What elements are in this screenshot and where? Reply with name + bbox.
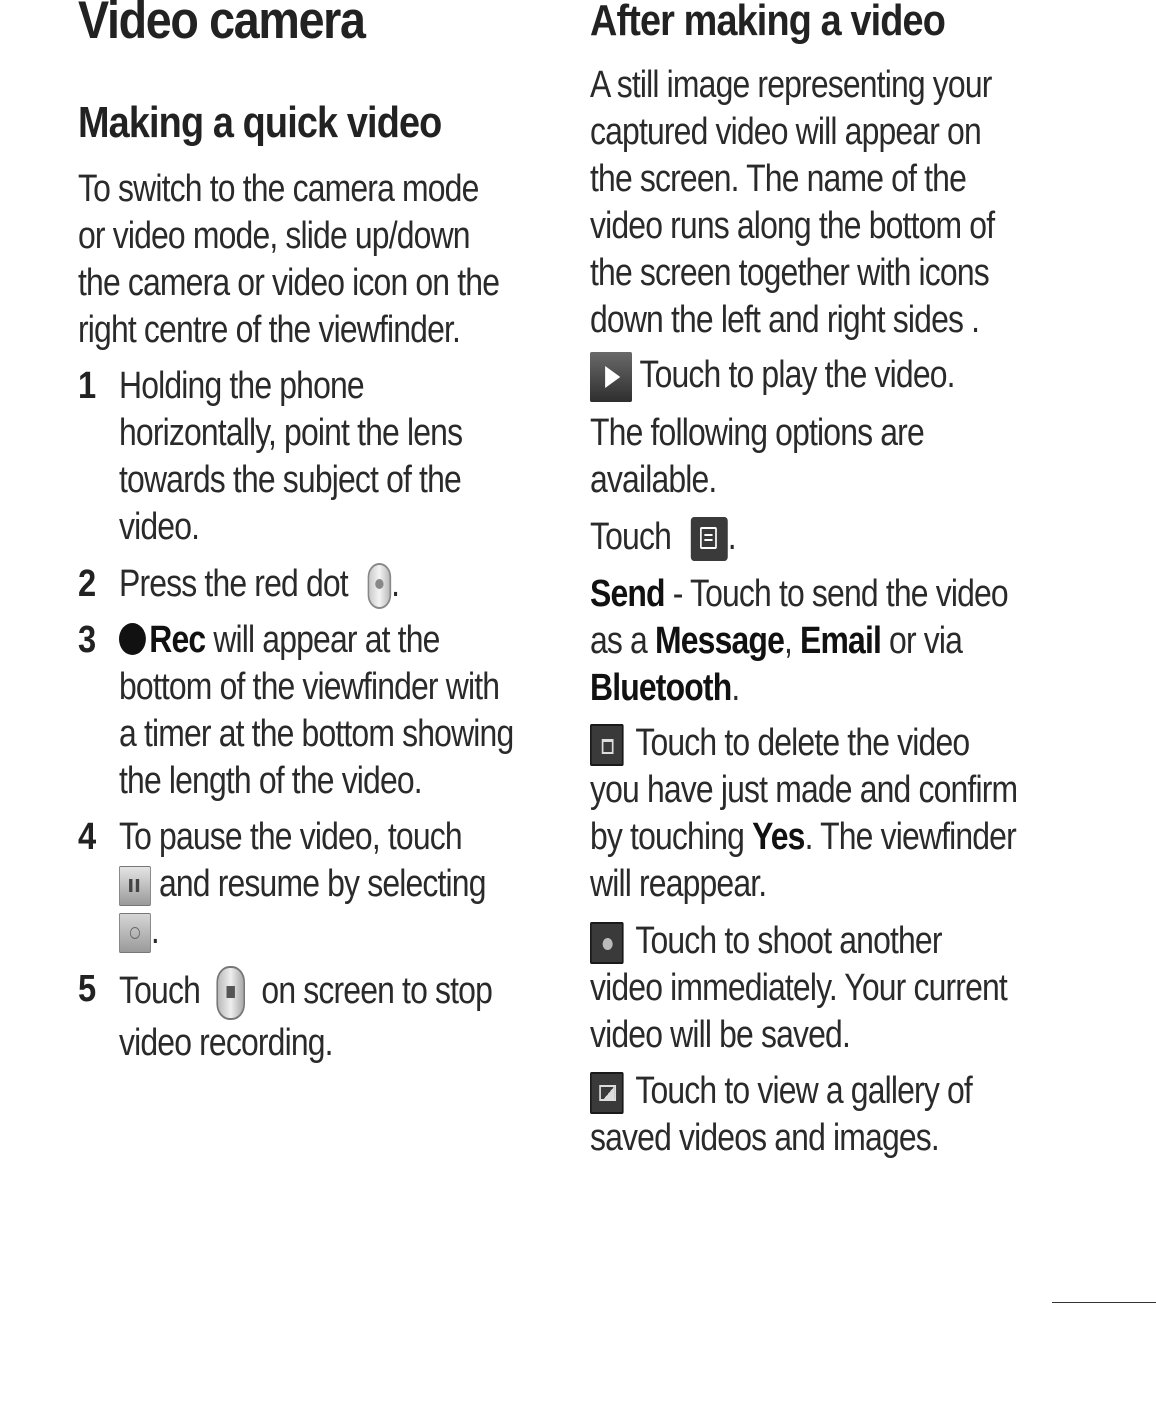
stop-icon: [216, 966, 245, 1020]
gallery-line: Touch to view a gallery of: [635, 1070, 972, 1112]
intro-line: To switch to the camera mode: [78, 168, 479, 210]
resume-icon: [119, 913, 151, 953]
step-2-end: .: [391, 563, 400, 605]
gallery-paragraph: [590, 1068, 1060, 1162]
rec-label: Rec: [149, 619, 206, 661]
send-paragraph: [590, 571, 1060, 712]
shoot-line: video immediately. Your current: [590, 967, 1007, 1009]
shoot-paragraph: [590, 918, 1060, 1059]
step-1-text: [119, 363, 556, 551]
intro-line: down the left and right sides .: [590, 299, 980, 341]
page-title: Video camera: [78, 0, 365, 50]
shoot-line: Touch to shoot another: [635, 920, 942, 962]
touch-end: .: [727, 516, 736, 558]
step-line: Holding the phone: [119, 365, 364, 407]
step-line: bottom of the viewfinder with: [119, 666, 500, 708]
yes-label: Yes: [752, 816, 805, 858]
step-line: horizontally, point the lens: [119, 412, 463, 454]
step-line: video recording.: [119, 1022, 333, 1064]
touch-label: Touch: [590, 516, 671, 558]
menu-icon: [691, 517, 728, 561]
intro-line: A still image representing your: [590, 64, 992, 106]
step-4-end: .: [150, 910, 159, 952]
delete-line: by touching: [590, 816, 745, 858]
step-line: will appear at the: [213, 619, 440, 661]
step-number: 1: [78, 365, 97, 407]
step-4-text: [119, 814, 556, 955]
step-line: To pause the video, touch: [119, 816, 462, 858]
step-line: on screen to stop: [261, 970, 492, 1013]
gallery-icon: [590, 1072, 624, 1114]
intro-line: right centre of the viewfinder.: [78, 309, 461, 351]
step-number: 3: [78, 619, 97, 661]
step-line: video.: [119, 506, 200, 548]
options-line: available.: [590, 459, 717, 501]
footer-rule: [1052, 1302, 1156, 1303]
play-text: Touch to play the video.: [639, 354, 955, 397]
step-3-text: [119, 617, 556, 805]
email-label: Email: [800, 620, 882, 662]
pause-icon: [119, 866, 151, 906]
gallery-line: saved videos and images.: [590, 1117, 939, 1159]
record-dot-icon: [590, 922, 624, 964]
play-row: [590, 352, 1060, 402]
intro-line: the screen together with icons: [590, 252, 989, 294]
step-2-label: Press the red dot: [119, 563, 348, 605]
send-label: Send: [590, 573, 665, 615]
bluetooth-label: Bluetooth: [590, 667, 732, 709]
options-paragraph: [590, 410, 1060, 504]
message-label: Message: [655, 620, 784, 662]
section-heading-after-video: After making a video: [590, 0, 945, 45]
send-end: .: [731, 667, 740, 709]
intro-line: the screen. The name of the: [590, 158, 966, 200]
intro-line: video runs along the bottom of: [590, 205, 995, 247]
step-2-text: [119, 561, 556, 609]
send-line: or via: [889, 620, 963, 662]
step-number: 4: [78, 816, 97, 858]
intro-line: the camera or video icon on the: [78, 262, 500, 304]
delete-line: will reappear.: [590, 863, 767, 905]
recording-dot-icon: [119, 623, 146, 655]
trash-icon: [590, 724, 624, 766]
step-number: 2: [78, 563, 97, 605]
delete-line: you have just made and confirm: [590, 769, 1018, 811]
play-icon: [590, 352, 632, 402]
options-line: The following options are: [590, 412, 924, 454]
section-heading-quick-video: Making a quick video: [78, 98, 442, 147]
delete-line: . The viewfinder: [804, 816, 1016, 858]
step-number: 5: [78, 968, 97, 1010]
step-line: a timer at the bottom showing: [119, 713, 514, 755]
intro-paragraph: [78, 166, 548, 354]
send-line: as a: [590, 620, 647, 662]
red-dot-record-icon: [368, 563, 392, 609]
step-line: and resume by selecting: [158, 863, 486, 905]
touch-menu-row: [590, 514, 1060, 561]
shoot-line: video will be saved.: [590, 1014, 850, 1056]
send-line: - Touch to send the video: [672, 573, 1008, 615]
after-intro-paragraph: [590, 62, 1060, 344]
intro-line: captured video will appear on: [590, 111, 981, 153]
send-comma: ,: [783, 620, 793, 662]
step-line: towards the subject of the: [119, 459, 461, 501]
step-line: the length of the video.: [119, 760, 422, 802]
intro-line: or video mode, slide up/down: [78, 215, 470, 257]
step-line: Touch: [119, 970, 200, 1013]
step-5-text: [119, 966, 556, 1067]
delete-line: Touch to delete the video: [635, 722, 970, 764]
delete-paragraph: [590, 720, 1060, 908]
